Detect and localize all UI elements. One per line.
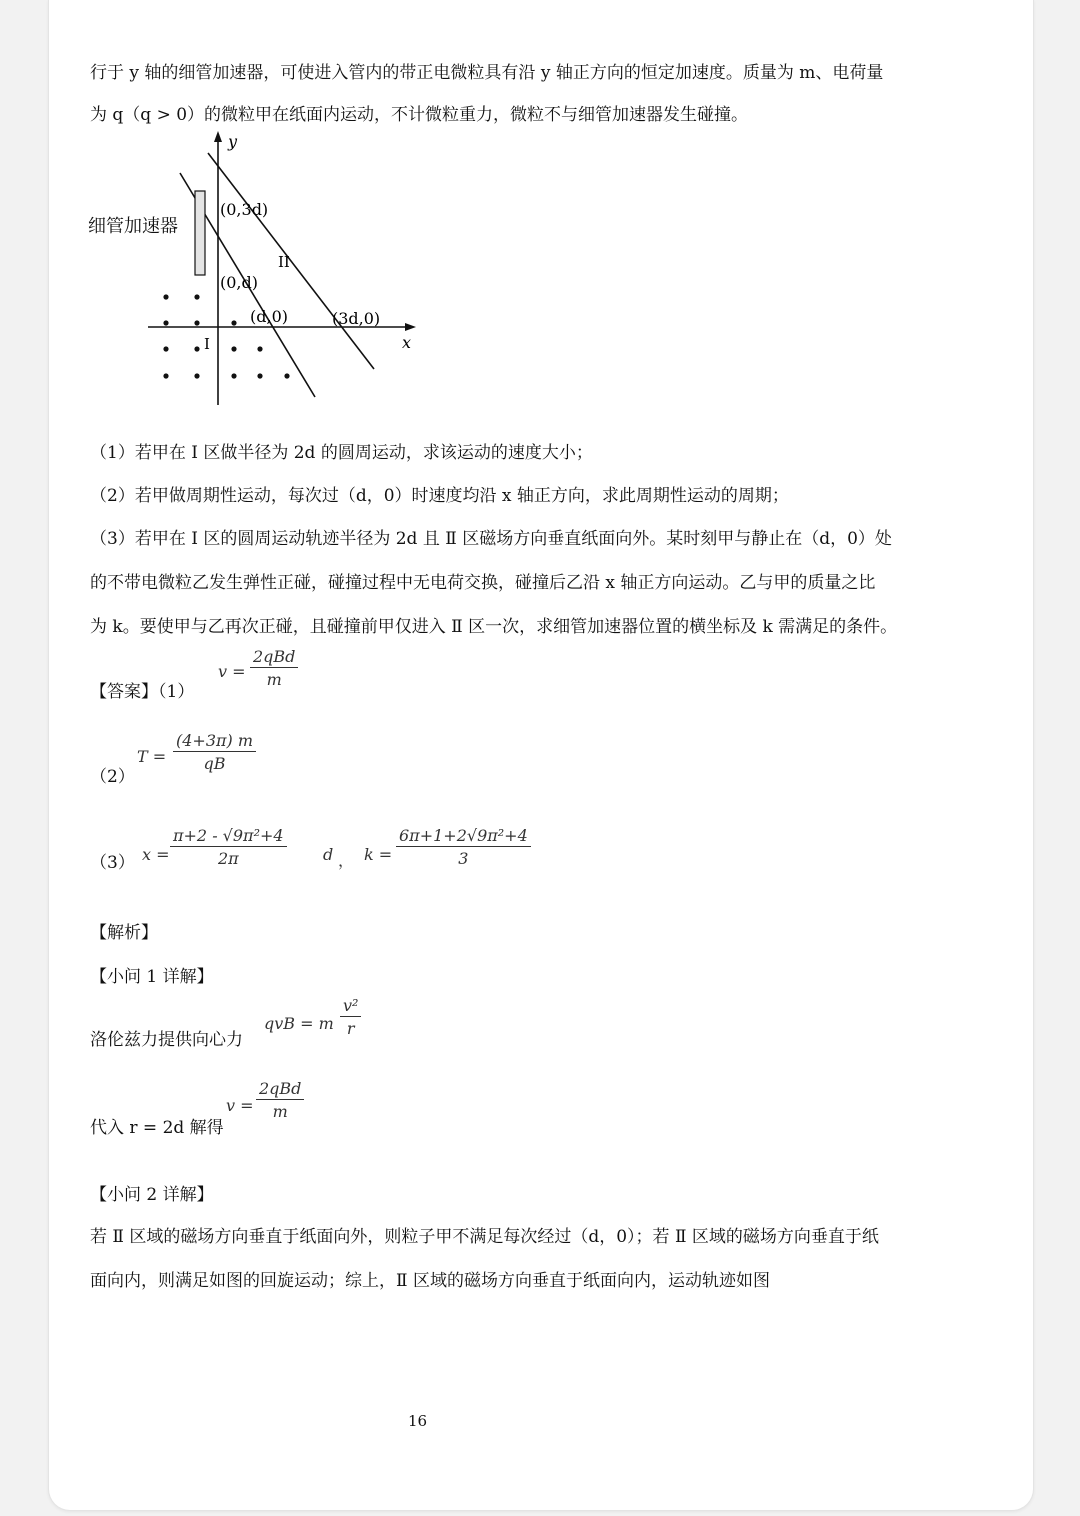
coordinate-figure xyxy=(80,125,440,415)
label-d-0: (d,0) xyxy=(250,307,288,326)
answer-3-x-fraction xyxy=(170,826,287,868)
label-3d-0: (3d,0) xyxy=(332,309,381,328)
step-2-line-1: 若 Ⅱ 区域的磁场方向垂直于纸面向外，则粒子甲不满足每次经过（d，0）；若 Ⅱ 区域的磁场方向垂直于纸 xyxy=(90,1227,879,1247)
region-I-label: I xyxy=(204,335,210,353)
step-1-result-lhs: v = xyxy=(226,1096,254,1115)
problem-line-2: 为 q（q > 0）的微粒甲在纸面内运动，不计微粒重力，微粒不与细管加速器发生碰撞。 xyxy=(90,105,749,125)
answer-heading: 【答案】 xyxy=(90,682,158,702)
step-1-eq-numerator: v² xyxy=(340,996,361,1017)
answer-part-1-label: （1） xyxy=(158,682,195,702)
question-3-line-2: 的不带电微粒乙发生弹性正碰，碰撞过程中无电荷交换，碰撞后乙沿 x 轴正方向运动。乙与甲的质量之比 xyxy=(90,573,876,593)
label-0-3d: (0,3d) xyxy=(220,200,269,219)
x-axis-arrow-icon xyxy=(405,323,416,331)
x-axis-label: x xyxy=(402,333,412,352)
answer-3-k-numerator: 6π+1+2√9π²+4 xyxy=(396,826,531,847)
question-3-line-1: （3）若甲在 Ⅰ 区的圆周运动轨迹半径为 2d 且 Ⅱ 区磁场方向垂直纸面向外。某时刻甲与静止在（d，0）处 xyxy=(90,529,892,549)
accelerator-tube xyxy=(195,191,205,275)
answer-1-denominator: m xyxy=(266,670,282,689)
answer-part-2-label: （2） xyxy=(90,767,135,787)
y-axis-arrow-icon xyxy=(214,131,222,142)
answer-2-fraction xyxy=(173,731,256,773)
answer-2-numerator: (4+3π) m xyxy=(173,731,256,752)
answer-part-3-label: （3） xyxy=(90,853,135,873)
step-1-eq-lhs: qvB = m xyxy=(264,1014,334,1033)
step-1-result-denominator: m xyxy=(272,1102,288,1121)
label-0-d: (0,d) xyxy=(220,273,258,292)
answer-3-k-fraction xyxy=(396,826,531,868)
answer-1-lhs: v = xyxy=(218,662,246,681)
question-2: （2）若甲做周期性运动，每次过（d，0）时速度均沿 x 轴正方向，求此周期性运动的周期； xyxy=(90,486,789,506)
sub-question-1-heading: 【小问 1 详解】 xyxy=(90,967,214,987)
step-1-eq-denominator: r xyxy=(346,1019,355,1038)
step-1-substitution: 代入 r = 2d 解得 xyxy=(90,1118,224,1138)
page-number: 16 xyxy=(408,1412,428,1430)
answer-1-numerator: 2qBd xyxy=(250,647,298,668)
answer-3-x-denominator: 2π xyxy=(217,849,239,868)
answer-2-lhs: T = xyxy=(137,747,167,766)
step-1-result-fraction xyxy=(256,1079,304,1121)
step-1-result-numerator: 2qBd xyxy=(256,1079,304,1100)
step-1-eq-fraction xyxy=(340,996,361,1038)
step-1-text: 洛伦兹力提供向心力 xyxy=(90,1030,243,1050)
answer-1-fraction xyxy=(250,647,298,689)
sub-question-2-heading: 【小问 2 详解】 xyxy=(90,1185,214,1205)
analysis-heading: 【解析】 xyxy=(90,923,158,943)
step-2-line-2: 面向内，则满足如图的回旋运动；综上，Ⅱ 区域的磁场方向垂直于纸面向内，运动轨迹如图 xyxy=(90,1271,770,1291)
answer-3-separator: ， xyxy=(338,851,355,870)
question-3-line-3: 为 k。要使甲与乙再次正碰，且碰撞前甲仅进入 Ⅱ 区一次，求细管加速器位置的横坐标及 k 需满足的条件。 xyxy=(90,617,898,637)
question-1: （1）若甲在 Ⅰ 区做半径为 2d 的圆周运动，求该运动的速度大小； xyxy=(90,443,593,463)
region-II-label: II xyxy=(278,253,290,271)
answer-3-k-lhs: k = xyxy=(364,845,393,864)
answer-3-x-lhs: x = xyxy=(142,845,170,864)
accelerator-label: 细管加速器 xyxy=(88,216,178,237)
answer-3-k-denominator: 3 xyxy=(458,849,469,868)
answer-3-x-numerator: π+2 - √9π²+4 xyxy=(170,826,287,847)
y-axis-label: y xyxy=(228,132,238,151)
answer-3-x-tail: d xyxy=(323,845,334,864)
problem-line-1: 行于 y 轴的细管加速器，可使进入管内的带正电微粒具有沿 y 轴正方向的恒定加速度。质量为 m、电荷量 xyxy=(90,63,884,83)
answer-2-denominator: qB xyxy=(203,754,226,773)
answer-heading-row xyxy=(90,677,194,702)
